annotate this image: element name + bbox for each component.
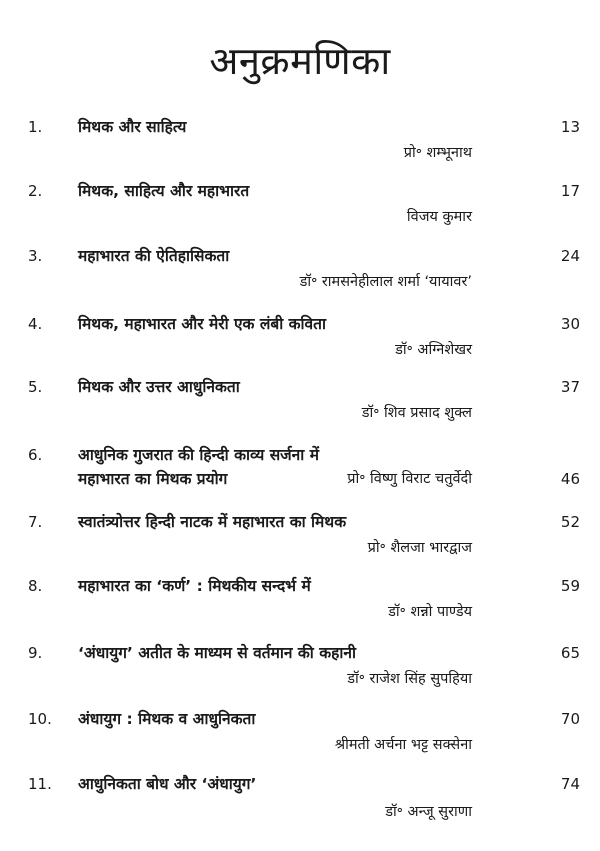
entry-number: 7. <box>28 513 43 531</box>
entry-title: मिथक और साहित्य <box>78 118 187 136</box>
entry-number: 1. <box>28 118 43 136</box>
toc-entry <box>0 511 600 571</box>
entry-page-number: 70 <box>560 710 580 728</box>
page-title: अनुक्रमणिका <box>209 39 391 83</box>
entry-title: स्वातंत्र्योत्तर हिन्दी नाटक में महाभारत का मिथक <box>78 513 347 531</box>
entry-number: 2. <box>28 182 43 200</box>
entry-title-continued: महाभारत का मिथक प्रयोग <box>78 470 228 488</box>
entry-number: 3. <box>28 247 43 265</box>
entry-number: 9. <box>28 644 43 662</box>
toc-entry <box>0 575 600 635</box>
entry-page-number: 17 <box>560 182 580 200</box>
entry-page-number: 30 <box>560 315 580 333</box>
entry-author: प्रो॰ शैलजा भारद्वाज <box>367 540 472 556</box>
entry-page-number: 24 <box>560 247 580 265</box>
entry-page-number: 65 <box>560 644 580 662</box>
entry-author: प्रो॰ शम्भूनाथ <box>403 145 472 161</box>
toc-entry <box>0 313 600 373</box>
entry-author: डॉ॰ शन्नो पाण्डेय <box>388 604 472 620</box>
entry-author: डॉ॰ अग्निशेखर <box>395 342 472 358</box>
entry-title: महाभारत की ऐतिहासिकता <box>78 247 230 265</box>
entry-number: 6. <box>28 446 43 464</box>
entry-author: डॉ॰ रामसनेहीलाल शर्मा ‘यायावर’ <box>299 274 472 290</box>
toc-entry <box>0 773 600 833</box>
entry-page-number: 74 <box>560 775 580 793</box>
entry-number: 4. <box>28 315 43 333</box>
entry-number: 11. <box>28 775 52 793</box>
entry-number: 8. <box>28 577 43 595</box>
entry-title: आधुनिकता बोध और ‘अंधायुग’ <box>78 775 257 793</box>
entry-author: डॉ॰ शिव प्रसाद शुक्ल <box>361 405 472 421</box>
toc-entry <box>0 444 600 504</box>
entry-author: श्रीमती अर्चना भट्ट सक्सेना <box>334 737 472 753</box>
entry-title: आधुनिक गुजरात की हिन्दी काव्य सर्जना में <box>78 446 319 464</box>
entry-page-number: 13 <box>560 118 580 136</box>
toc-entry <box>0 642 600 702</box>
entry-title: अंधायुग : मिथक व आधुनिकता <box>78 710 256 728</box>
entry-author: डॉ॰ अन्जू सुराणा <box>385 804 472 820</box>
toc-entry <box>0 180 600 240</box>
entry-author: प्रो॰ विष्णु विराट चतुर्वेदी <box>347 471 472 487</box>
toc-entry <box>0 116 600 176</box>
entry-author: डॉ॰ राजेश सिंह सुपहिया <box>347 671 472 687</box>
entry-title: मिथक, महाभारत और मेरी एक लंबी कविता <box>78 315 327 333</box>
entry-page-number: 59 <box>560 577 580 595</box>
toc-entry <box>0 376 600 436</box>
toc-entry <box>0 245 600 305</box>
entry-page-number: 52 <box>560 513 580 531</box>
toc-entry <box>0 708 600 768</box>
entry-number: 5. <box>28 378 43 396</box>
entry-page-number: 46 <box>560 470 580 488</box>
entry-author: विजय कुमार <box>406 209 472 225</box>
entry-number: 10. <box>28 710 52 728</box>
entry-title: मिथक, साहित्य और महाभारत <box>78 182 250 200</box>
entry-title: ‘अंधायुग’ अतीत के माध्यम से वर्तमान की कहानी <box>78 644 356 662</box>
entry-page-number: 37 <box>560 378 580 396</box>
entry-title: मिथक और उत्तर आधुनिकता <box>78 378 240 396</box>
entry-title: महाभारत का ‘कर्ण’ : मिथकीय सन्दर्भ में <box>78 577 311 595</box>
